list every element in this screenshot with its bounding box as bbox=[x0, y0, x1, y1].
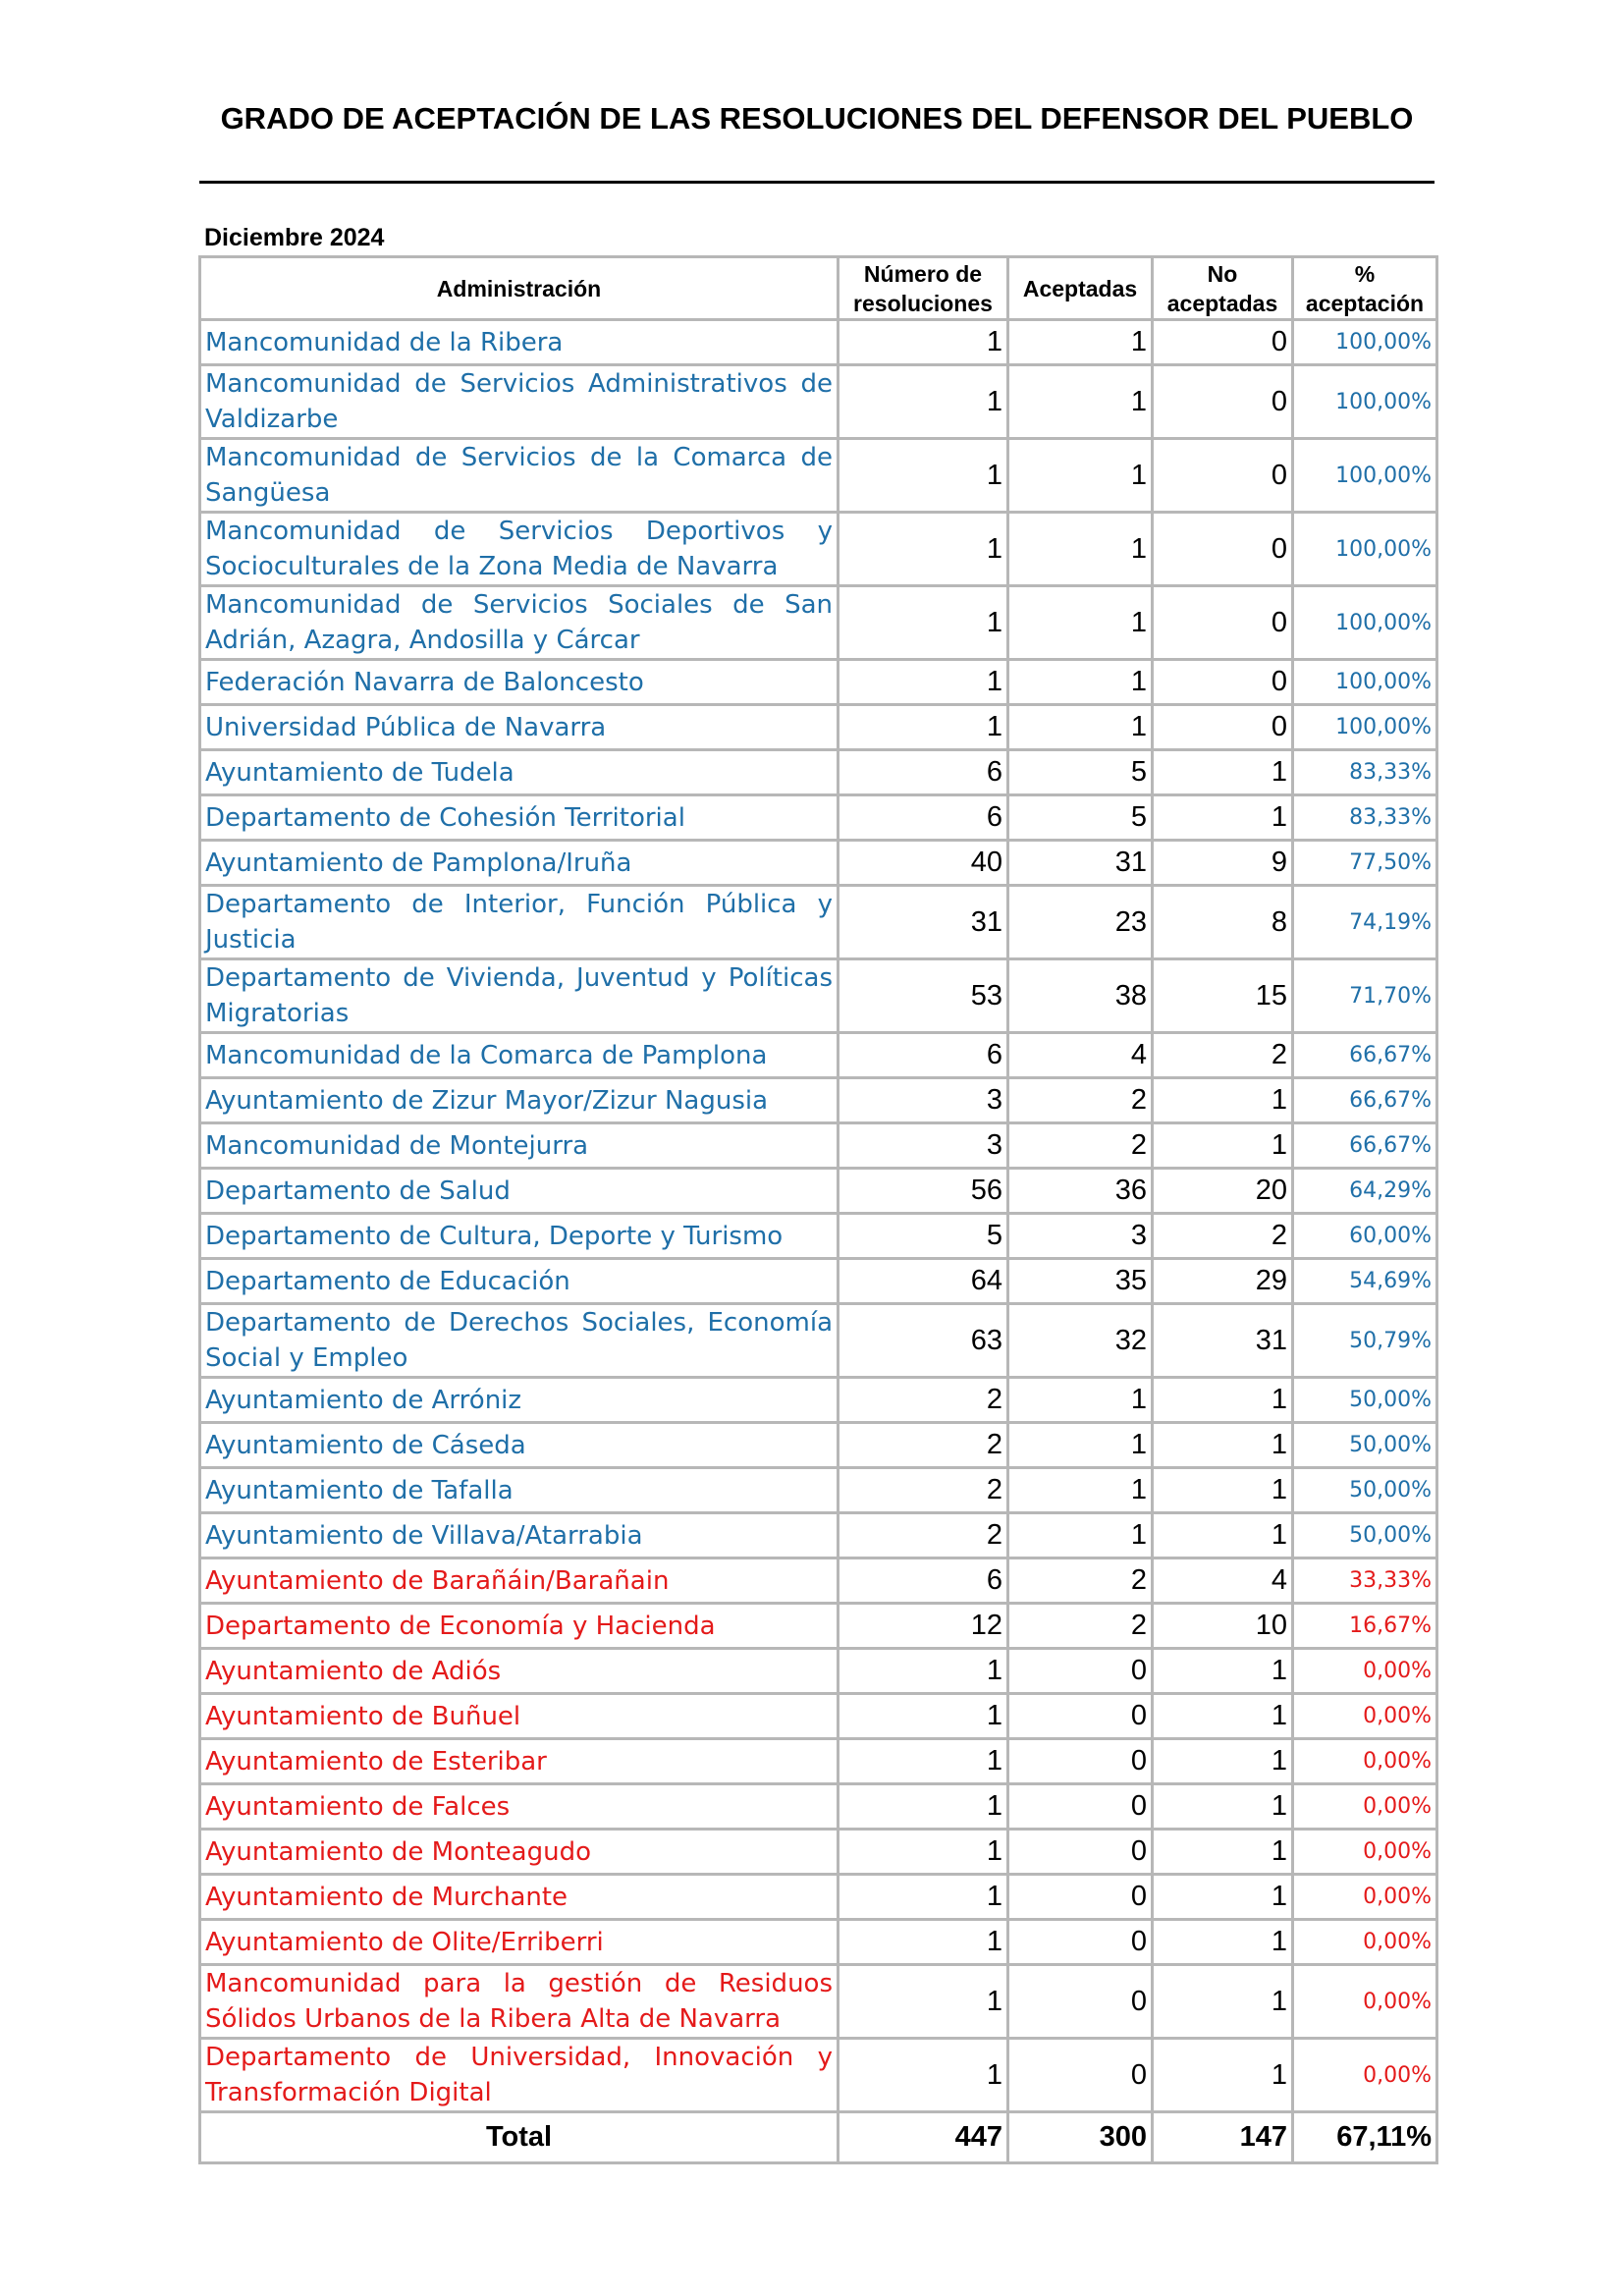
no-aceptadas-cell: 1 bbox=[1153, 1739, 1293, 1784]
resoluciones-cell: 6 bbox=[839, 750, 1008, 795]
resoluciones-cell: 1 bbox=[839, 439, 1008, 513]
resoluciones-cell: 53 bbox=[839, 959, 1008, 1033]
resoluciones-cell: 2 bbox=[839, 1378, 1008, 1423]
no-aceptadas-cell: 1 bbox=[1153, 1468, 1293, 1513]
no-aceptadas-cell: 1 bbox=[1153, 1123, 1293, 1169]
administracion-cell: Mancomunidad de Servicios Sociales de San Adrián, Azagra, Andosilla y Cárcar bbox=[200, 586, 839, 660]
administracion-cell: Departamento de Economía y Hacienda bbox=[200, 1604, 839, 1649]
administracion-cell: Ayuntamiento de Cáseda bbox=[200, 1423, 839, 1468]
no-aceptadas-cell: 0 bbox=[1153, 365, 1293, 439]
resoluciones-cell: 3 bbox=[839, 1123, 1008, 1169]
no-aceptadas-cell: 9 bbox=[1153, 841, 1293, 886]
no-aceptadas-cell: 20 bbox=[1153, 1169, 1293, 1214]
administracion-cell: Departamento de Interior, Función Pública y Justicia bbox=[200, 886, 839, 959]
porcentaje-cell: 77,50% bbox=[1293, 841, 1437, 886]
porcentaje-cell: 66,67% bbox=[1293, 1123, 1437, 1169]
table-row bbox=[200, 1304, 1437, 1378]
no-aceptadas-cell: 1 bbox=[1153, 1649, 1293, 1694]
porcentaje-cell: 66,67% bbox=[1293, 1033, 1437, 1078]
porcentaje-cell: 0,00% bbox=[1293, 1830, 1437, 1875]
aceptadas-cell: 2 bbox=[1008, 1558, 1153, 1604]
no-aceptadas-cell: 1 bbox=[1153, 750, 1293, 795]
aceptadas-cell: 1 bbox=[1008, 1423, 1153, 1468]
administracion-cell: Ayuntamiento de Tafalla bbox=[200, 1468, 839, 1513]
aceptadas-cell: 1 bbox=[1008, 660, 1153, 705]
administracion-cell: Mancomunidad de la Comarca de Pamplona bbox=[200, 1033, 839, 1078]
aceptadas-cell: 1 bbox=[1008, 1378, 1153, 1423]
table-row bbox=[200, 1214, 1437, 1259]
administracion-cell: Ayuntamiento de Esteribar bbox=[200, 1739, 839, 1784]
aceptadas-cell: 1 bbox=[1008, 705, 1153, 750]
aceptadas-cell: 1 bbox=[1008, 320, 1153, 365]
table-row bbox=[200, 1513, 1437, 1558]
aceptadas-cell: 1 bbox=[1008, 586, 1153, 660]
table-row bbox=[200, 365, 1437, 439]
resoluciones-cell: 2 bbox=[839, 1513, 1008, 1558]
administracion-cell: Universidad Pública de Navarra bbox=[200, 705, 839, 750]
resoluciones-cell: 1 bbox=[839, 1649, 1008, 1694]
no-aceptadas-cell: 29 bbox=[1153, 1259, 1293, 1304]
administracion-cell: Departamento de Vivienda, Juventud y Políticas Migratorias bbox=[200, 959, 839, 1033]
table-row bbox=[200, 439, 1437, 513]
porcentaje-cell: 83,33% bbox=[1293, 750, 1437, 795]
table-row bbox=[200, 320, 1437, 365]
resoluciones-cell: 6 bbox=[839, 1558, 1008, 1604]
porcentaje-cell: 33,33% bbox=[1293, 1558, 1437, 1604]
resoluciones-cell: 31 bbox=[839, 886, 1008, 959]
administracion-cell: Departamento de Cultura, Deporte y Turismo bbox=[200, 1214, 839, 1259]
no-aceptadas-cell: 1 bbox=[1153, 1830, 1293, 1875]
no-aceptadas-cell: 0 bbox=[1153, 439, 1293, 513]
resoluciones-cell: 1 bbox=[839, 1694, 1008, 1739]
porcentaje-cell: 66,67% bbox=[1293, 1078, 1437, 1123]
administracion-cell: Ayuntamiento de Olite/Erriberri bbox=[200, 1920, 839, 1965]
resoluciones-cell: 1 bbox=[839, 586, 1008, 660]
administracion-cell: Ayuntamiento de Pamplona/Iruña bbox=[200, 841, 839, 886]
aceptadas-cell: 1 bbox=[1008, 1513, 1153, 1558]
table-row bbox=[200, 1078, 1437, 1123]
aceptadas-cell: 1 bbox=[1008, 1468, 1153, 1513]
resoluciones-cell: 12 bbox=[839, 1604, 1008, 1649]
administracion-cell: Mancomunidad de Servicios Administrativos de Valdizarbe bbox=[200, 365, 839, 439]
porcentaje-cell: 54,69% bbox=[1293, 1259, 1437, 1304]
no-aceptadas-cell: 2 bbox=[1153, 1033, 1293, 1078]
administracion-cell: Ayuntamiento de Tudela bbox=[200, 750, 839, 795]
administracion-cell: Departamento de Universidad, Innovación y Transformación Digital bbox=[200, 2039, 839, 2112]
administracion-cell: Mancomunidad de la Ribera bbox=[200, 320, 839, 365]
aceptadas-cell: 0 bbox=[1008, 1739, 1153, 1784]
administracion-cell: Ayuntamiento de Zizur Mayor/Zizur Nagusia bbox=[200, 1078, 839, 1123]
administracion-cell: Departamento de Cohesión Territorial bbox=[200, 795, 839, 841]
administracion-cell: Mancomunidad de Montejurra bbox=[200, 1123, 839, 1169]
no-aceptadas-cell: 0 bbox=[1153, 705, 1293, 750]
resoluciones-cell: 1 bbox=[839, 1920, 1008, 1965]
resoluciones-cell: 40 bbox=[839, 841, 1008, 886]
table-row bbox=[200, 1965, 1437, 2039]
no-aceptadas-cell: 1 bbox=[1153, 1694, 1293, 1739]
header-porcentaje-aceptacion: % aceptación bbox=[1293, 257, 1437, 320]
table-row bbox=[200, 660, 1437, 705]
aceptadas-cell: 1 bbox=[1008, 513, 1153, 586]
total-resoluciones: 447 bbox=[839, 2112, 1008, 2163]
porcentaje-cell: 0,00% bbox=[1293, 1694, 1437, 1739]
resoluciones-cell: 1 bbox=[839, 320, 1008, 365]
porcentaje-cell: 100,00% bbox=[1293, 439, 1437, 513]
table-row bbox=[200, 2039, 1437, 2112]
table-row bbox=[200, 1558, 1437, 1604]
page-title: GRADO DE ACEPTACIÓN DE LAS RESOLUCIONES DEL DEFENSOR DEL PUEBLO bbox=[220, 101, 1414, 136]
porcentaje-cell: 50,00% bbox=[1293, 1468, 1437, 1513]
aceptadas-cell: 3 bbox=[1008, 1214, 1153, 1259]
porcentaje-cell: 0,00% bbox=[1293, 1965, 1437, 2039]
aceptadas-cell: 5 bbox=[1008, 795, 1153, 841]
resoluciones-cell: 64 bbox=[839, 1259, 1008, 1304]
resoluciones-cell: 1 bbox=[839, 1784, 1008, 1830]
porcentaje-cell: 0,00% bbox=[1293, 1920, 1437, 1965]
header-numero-resoluciones: Número de resoluciones bbox=[839, 257, 1008, 320]
table-row bbox=[200, 1739, 1437, 1784]
total-aceptadas: 300 bbox=[1008, 2112, 1153, 2163]
aceptadas-cell: 0 bbox=[1008, 1694, 1153, 1739]
administracion-cell: Ayuntamiento de Buñuel bbox=[200, 1694, 839, 1739]
table-row bbox=[200, 1169, 1437, 1214]
total-label: Total bbox=[200, 2112, 839, 2163]
acceptance-table bbox=[198, 255, 1438, 2164]
resoluciones-cell: 1 bbox=[839, 513, 1008, 586]
table-body bbox=[200, 320, 1437, 2112]
total-no-aceptadas: 147 bbox=[1153, 2112, 1293, 2163]
administracion-cell: Mancomunidad para la gestión de Residuos Sólidos Urbanos de la Ribera Alta de Navarra bbox=[200, 1965, 839, 2039]
no-aceptadas-cell: 15 bbox=[1153, 959, 1293, 1033]
no-aceptadas-cell: 1 bbox=[1153, 1920, 1293, 1965]
aceptadas-cell: 0 bbox=[1008, 1920, 1153, 1965]
aceptadas-cell: 23 bbox=[1008, 886, 1153, 959]
no-aceptadas-cell: 2 bbox=[1153, 1214, 1293, 1259]
porcentaje-cell: 50,79% bbox=[1293, 1304, 1437, 1378]
porcentaje-cell: 83,33% bbox=[1293, 795, 1437, 841]
aceptadas-cell: 0 bbox=[1008, 1965, 1153, 2039]
resoluciones-cell: 1 bbox=[839, 705, 1008, 750]
administracion-cell: Ayuntamiento de Monteagudo bbox=[200, 1830, 839, 1875]
aceptadas-cell: 2 bbox=[1008, 1078, 1153, 1123]
porcentaje-cell: 60,00% bbox=[1293, 1214, 1437, 1259]
table-row bbox=[200, 1423, 1437, 1468]
no-aceptadas-cell: 1 bbox=[1153, 1423, 1293, 1468]
aceptadas-cell: 38 bbox=[1008, 959, 1153, 1033]
resoluciones-cell: 1 bbox=[839, 1965, 1008, 2039]
aceptadas-cell: 4 bbox=[1008, 1033, 1153, 1078]
porcentaje-cell: 0,00% bbox=[1293, 2039, 1437, 2112]
resoluciones-cell: 1 bbox=[839, 1739, 1008, 1784]
resoluciones-cell: 1 bbox=[839, 365, 1008, 439]
administracion-cell: Federación Navarra de Baloncesto bbox=[200, 660, 839, 705]
aceptadas-cell: 0 bbox=[1008, 1875, 1153, 1920]
aceptadas-cell: 0 bbox=[1008, 1649, 1153, 1694]
resoluciones-cell: 2 bbox=[839, 1468, 1008, 1513]
table-header-row bbox=[200, 257, 1437, 320]
table-row bbox=[200, 1694, 1437, 1739]
porcentaje-cell: 100,00% bbox=[1293, 705, 1437, 750]
administracion-cell: Departamento de Derechos Sociales, Economía Social y Empleo bbox=[200, 1304, 839, 1378]
aceptadas-cell: 2 bbox=[1008, 1123, 1153, 1169]
no-aceptadas-cell: 0 bbox=[1153, 513, 1293, 586]
table-row bbox=[200, 750, 1437, 795]
administracion-cell: Ayuntamiento de Arróniz bbox=[200, 1378, 839, 1423]
porcentaje-cell: 100,00% bbox=[1293, 320, 1437, 365]
no-aceptadas-cell: 4 bbox=[1153, 1558, 1293, 1604]
table-row bbox=[200, 1378, 1437, 1423]
aceptadas-cell: 2 bbox=[1008, 1604, 1153, 1649]
table-row bbox=[200, 841, 1437, 886]
table-row bbox=[200, 1875, 1437, 1920]
porcentaje-cell: 71,70% bbox=[1293, 959, 1437, 1033]
no-aceptadas-cell: 10 bbox=[1153, 1604, 1293, 1649]
period-label: Diciembre 2024 bbox=[204, 224, 385, 251]
resoluciones-cell: 5 bbox=[839, 1214, 1008, 1259]
porcentaje-cell: 50,00% bbox=[1293, 1513, 1437, 1558]
resoluciones-cell: 56 bbox=[839, 1169, 1008, 1214]
administracion-cell: Ayuntamiento de Barañáin/Barañain bbox=[200, 1558, 839, 1604]
table-row bbox=[200, 795, 1437, 841]
table-row bbox=[200, 1920, 1437, 1965]
administracion-cell: Ayuntamiento de Falces bbox=[200, 1784, 839, 1830]
aceptadas-cell: 1 bbox=[1008, 439, 1153, 513]
porcentaje-cell: 100,00% bbox=[1293, 660, 1437, 705]
porcentaje-cell: 100,00% bbox=[1293, 586, 1437, 660]
no-aceptadas-cell: 0 bbox=[1153, 320, 1293, 365]
aceptadas-cell: 0 bbox=[1008, 1830, 1153, 1875]
resoluciones-cell: 6 bbox=[839, 1033, 1008, 1078]
table-row bbox=[200, 1033, 1437, 1078]
porcentaje-cell: 50,00% bbox=[1293, 1378, 1437, 1423]
administracion-cell: Departamento de Educación bbox=[200, 1259, 839, 1304]
porcentaje-cell: 0,00% bbox=[1293, 1875, 1437, 1920]
administracion-cell: Ayuntamiento de Adiós bbox=[200, 1649, 839, 1694]
aceptadas-cell: 32 bbox=[1008, 1304, 1153, 1378]
resoluciones-cell: 1 bbox=[839, 1830, 1008, 1875]
porcentaje-cell: 74,19% bbox=[1293, 886, 1437, 959]
resoluciones-cell: 6 bbox=[839, 795, 1008, 841]
porcentaje-cell: 64,29% bbox=[1293, 1169, 1437, 1214]
no-aceptadas-cell: 1 bbox=[1153, 1965, 1293, 2039]
total-row bbox=[200, 2112, 1437, 2163]
table-row bbox=[200, 1468, 1437, 1513]
administracion-cell: Ayuntamiento de Murchante bbox=[200, 1875, 839, 1920]
no-aceptadas-cell: 0 bbox=[1153, 660, 1293, 705]
table-row bbox=[200, 1604, 1437, 1649]
porcentaje-cell: 0,00% bbox=[1293, 1649, 1437, 1694]
administracion-cell: Ayuntamiento de Villava/Atarrabia bbox=[200, 1513, 839, 1558]
table-row bbox=[200, 1830, 1437, 1875]
table-row bbox=[200, 586, 1437, 660]
aceptadas-cell: 0 bbox=[1008, 2039, 1153, 2112]
no-aceptadas-cell: 8 bbox=[1153, 886, 1293, 959]
porcentaje-cell: 0,00% bbox=[1293, 1739, 1437, 1784]
aceptadas-cell: 0 bbox=[1008, 1784, 1153, 1830]
no-aceptadas-cell: 1 bbox=[1153, 1378, 1293, 1423]
porcentaje-cell: 0,00% bbox=[1293, 1784, 1437, 1830]
table-row bbox=[200, 1123, 1437, 1169]
no-aceptadas-cell: 1 bbox=[1153, 1078, 1293, 1123]
table-row bbox=[200, 513, 1437, 586]
resoluciones-cell: 1 bbox=[839, 1875, 1008, 1920]
porcentaje-cell: 100,00% bbox=[1293, 513, 1437, 586]
porcentaje-cell: 50,00% bbox=[1293, 1423, 1437, 1468]
no-aceptadas-cell: 1 bbox=[1153, 795, 1293, 841]
aceptadas-cell: 36 bbox=[1008, 1169, 1153, 1214]
table-row bbox=[200, 1259, 1437, 1304]
administracion-cell: Mancomunidad de Servicios Deportivos y Socioculturales de la Zona Media de Navarra bbox=[200, 513, 839, 586]
administracion-cell: Mancomunidad de Servicios de la Comarca de Sangüesa bbox=[200, 439, 839, 513]
header-aceptadas: Aceptadas bbox=[1008, 257, 1153, 320]
title-divider bbox=[199, 181, 1435, 184]
aceptadas-cell: 35 bbox=[1008, 1259, 1153, 1304]
header-no-aceptadas: No aceptadas bbox=[1153, 257, 1293, 320]
porcentaje-cell: 16,67% bbox=[1293, 1604, 1437, 1649]
total-porcentaje: 67,11% bbox=[1293, 2112, 1437, 2163]
table-row bbox=[200, 1784, 1437, 1830]
resoluciones-cell: 63 bbox=[839, 1304, 1008, 1378]
porcentaje-cell: 100,00% bbox=[1293, 365, 1437, 439]
resoluciones-cell: 1 bbox=[839, 660, 1008, 705]
administracion-cell: Departamento de Salud bbox=[200, 1169, 839, 1214]
no-aceptadas-cell: 1 bbox=[1153, 2039, 1293, 2112]
table-row bbox=[200, 705, 1437, 750]
no-aceptadas-cell: 31 bbox=[1153, 1304, 1293, 1378]
resoluciones-cell: 3 bbox=[839, 1078, 1008, 1123]
table-row bbox=[200, 1649, 1437, 1694]
resoluciones-cell: 2 bbox=[839, 1423, 1008, 1468]
table-row bbox=[200, 886, 1437, 959]
resoluciones-cell: 1 bbox=[839, 2039, 1008, 2112]
no-aceptadas-cell: 1 bbox=[1153, 1875, 1293, 1920]
no-aceptadas-cell: 0 bbox=[1153, 586, 1293, 660]
header-administracion: Administración bbox=[200, 257, 839, 320]
aceptadas-cell: 31 bbox=[1008, 841, 1153, 886]
table-row bbox=[200, 959, 1437, 1033]
no-aceptadas-cell: 1 bbox=[1153, 1784, 1293, 1830]
aceptadas-cell: 1 bbox=[1008, 365, 1153, 439]
no-aceptadas-cell: 1 bbox=[1153, 1513, 1293, 1558]
aceptadas-cell: 5 bbox=[1008, 750, 1153, 795]
